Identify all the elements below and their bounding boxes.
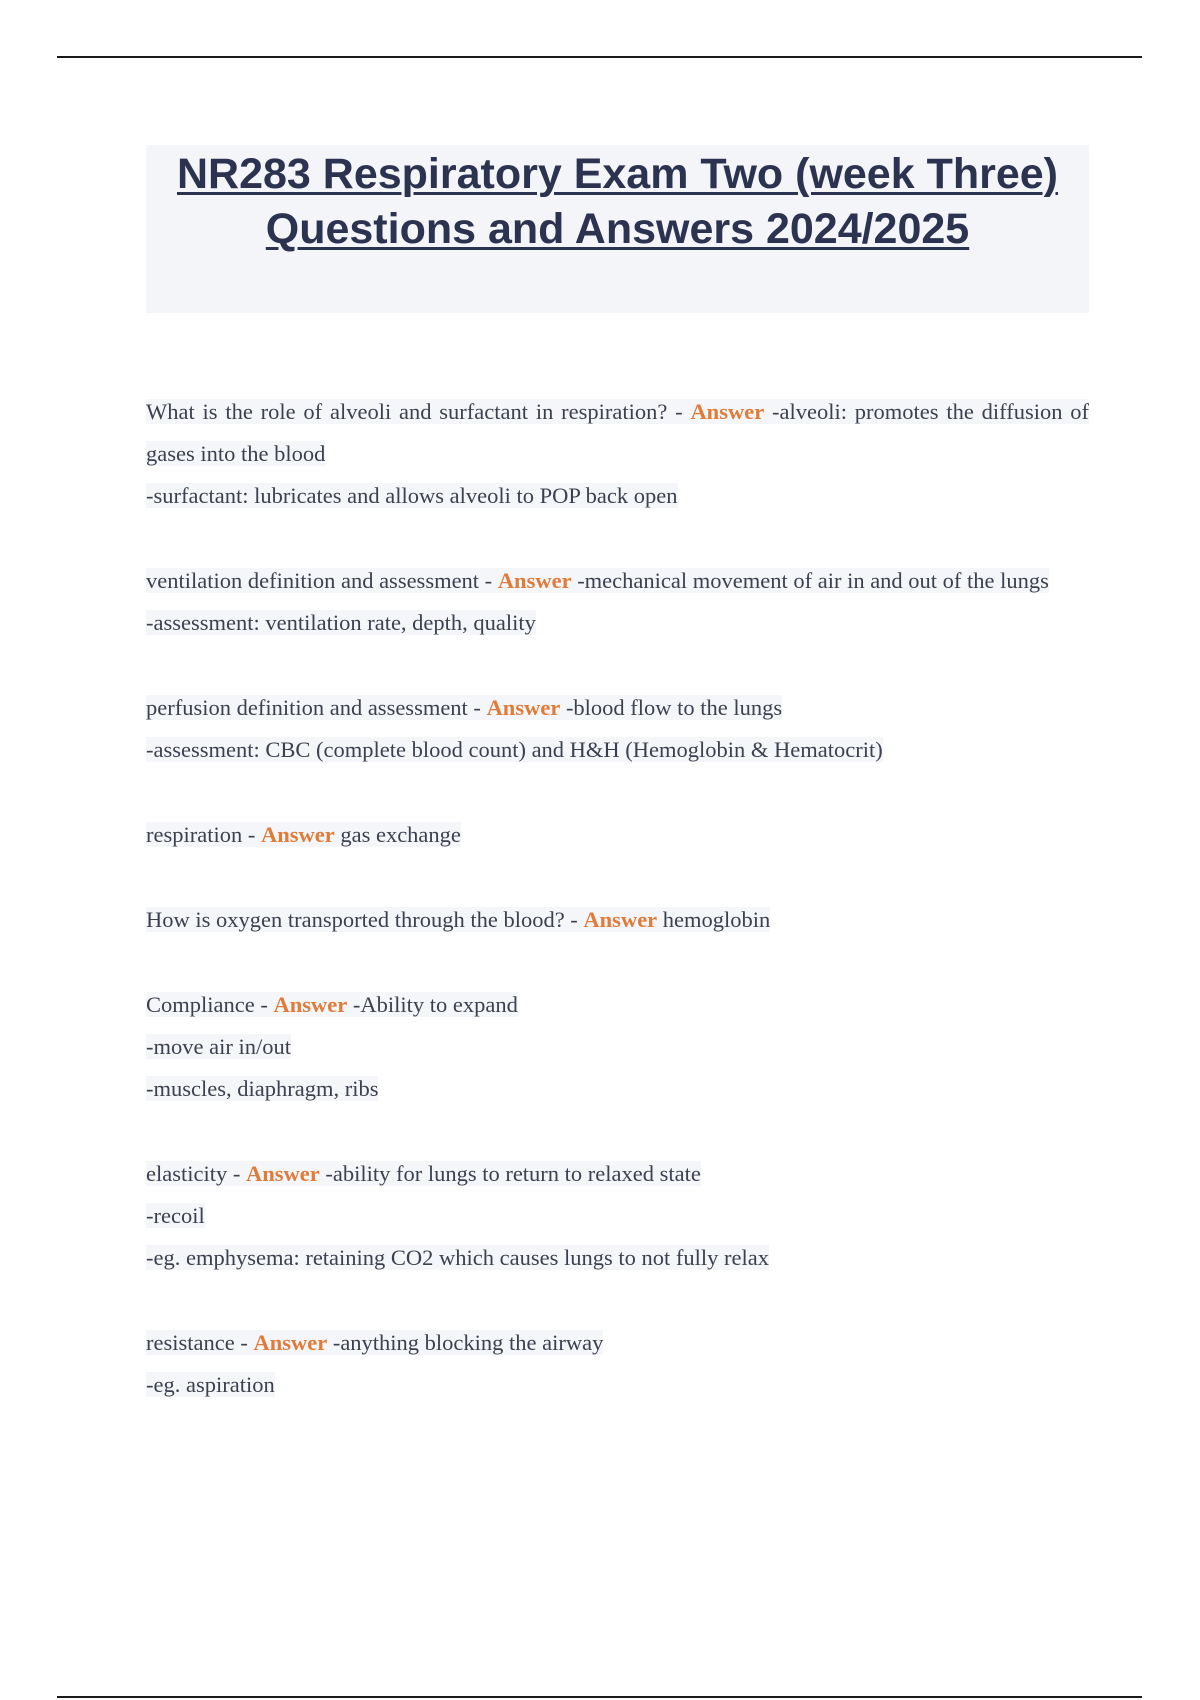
answer-detail-text: -assessment: CBC (complete blood count) and H&H (Hemoglobin & Hematocrit) bbox=[146, 737, 883, 762]
answer-detail-text: -eg. aspiration bbox=[146, 1372, 275, 1397]
question-text: Compliance - bbox=[146, 992, 274, 1017]
answer-detail-line bbox=[146, 1195, 1089, 1237]
qa-item bbox=[146, 984, 1089, 1110]
qa-line-text bbox=[146, 907, 770, 932]
qa-first-line bbox=[146, 1153, 1089, 1195]
answer-label: Answer bbox=[245, 1161, 320, 1186]
qa-line-text bbox=[146, 992, 518, 1017]
answer-detail-line bbox=[146, 729, 1089, 771]
top-rule bbox=[57, 56, 1142, 58]
answer-detail-text: -recoil bbox=[146, 1203, 205, 1228]
answer-text: -ability for lungs to return to relaxed state bbox=[319, 1161, 701, 1186]
answer-label: Answer bbox=[273, 992, 348, 1017]
question-text: What is the role of alveoli and surfactant in respiration? - bbox=[146, 399, 691, 424]
answer-text: -alveoli: promotes the diffusion of gases into the blood bbox=[146, 399, 1089, 466]
answer-detail-text: -muscles, diaphragm, ribs bbox=[146, 1076, 379, 1101]
qa-line-text bbox=[146, 399, 1089, 466]
answer-detail-text: -assessment: ventilation rate, depth, quality bbox=[146, 610, 536, 635]
qa-line-text bbox=[146, 695, 782, 720]
qa-line-text bbox=[146, 822, 461, 847]
bottom-rule bbox=[57, 1696, 1142, 1698]
answer-detail-text: -surfactant: lubricates and allows alveoli to POP back open bbox=[146, 483, 678, 508]
qa-first-line bbox=[146, 984, 1089, 1026]
document-title: NR283 Respiratory Exam Two (week Three) Questions and Answers 2024/2025 bbox=[176, 150, 1059, 253]
qa-line-text bbox=[146, 1330, 603, 1355]
question-text: ventilation definition and assessment - bbox=[146, 568, 498, 593]
qa-item bbox=[146, 391, 1089, 517]
answer-text: -Ability to expand bbox=[347, 992, 518, 1017]
answer-detail-text: -move air in/out bbox=[146, 1034, 291, 1059]
answer-detail-line bbox=[146, 1364, 1089, 1406]
question-text: How is oxygen transported through the blood? - bbox=[146, 907, 584, 932]
answer-text: -blood flow to the lungs bbox=[560, 695, 783, 720]
answer-text: gas exchange bbox=[334, 822, 461, 847]
qa-item bbox=[146, 814, 1089, 856]
qa-line-text bbox=[146, 568, 1049, 593]
answer-detail-line bbox=[146, 475, 1089, 517]
question-text: resistance - bbox=[146, 1330, 254, 1355]
answer-detail-text: -eg. emphysema: retaining CO2 which causes lungs to not fully relax bbox=[146, 1245, 769, 1270]
qa-item bbox=[146, 687, 1089, 771]
qa-first-line bbox=[146, 1322, 1089, 1364]
qa-first-line bbox=[146, 560, 1089, 602]
qa-item bbox=[146, 1322, 1089, 1406]
answer-label: Answer bbox=[583, 907, 658, 932]
answer-label: Answer bbox=[260, 822, 335, 847]
title-box bbox=[146, 145, 1089, 313]
qa-first-line bbox=[146, 391, 1089, 475]
qa-item bbox=[146, 1153, 1089, 1279]
qa-first-line bbox=[146, 899, 1089, 941]
answer-label: Answer bbox=[486, 695, 561, 720]
answer-label: Answer bbox=[497, 568, 572, 593]
answer-detail-line bbox=[146, 1237, 1089, 1279]
qa-item bbox=[146, 560, 1089, 644]
question-text: elasticity - bbox=[146, 1161, 246, 1186]
question-text: perfusion definition and assessment - bbox=[146, 695, 487, 720]
answer-text: -mechanical movement of air in and out of the lungs bbox=[571, 568, 1049, 593]
question-text: respiration - bbox=[146, 822, 261, 847]
answer-text: -anything blocking the airway bbox=[327, 1330, 604, 1355]
qa-list bbox=[146, 391, 1089, 1449]
answer-text: hemoglobin bbox=[657, 907, 771, 932]
answer-detail-line bbox=[146, 602, 1089, 644]
answer-label: Answer bbox=[253, 1330, 328, 1355]
qa-line-text bbox=[146, 1161, 701, 1186]
answer-detail-line bbox=[146, 1068, 1089, 1110]
answer-detail-line bbox=[146, 1026, 1089, 1068]
qa-item bbox=[146, 899, 1089, 941]
qa-first-line bbox=[146, 814, 1089, 856]
answer-label: Answer bbox=[690, 399, 765, 424]
qa-first-line bbox=[146, 687, 1089, 729]
